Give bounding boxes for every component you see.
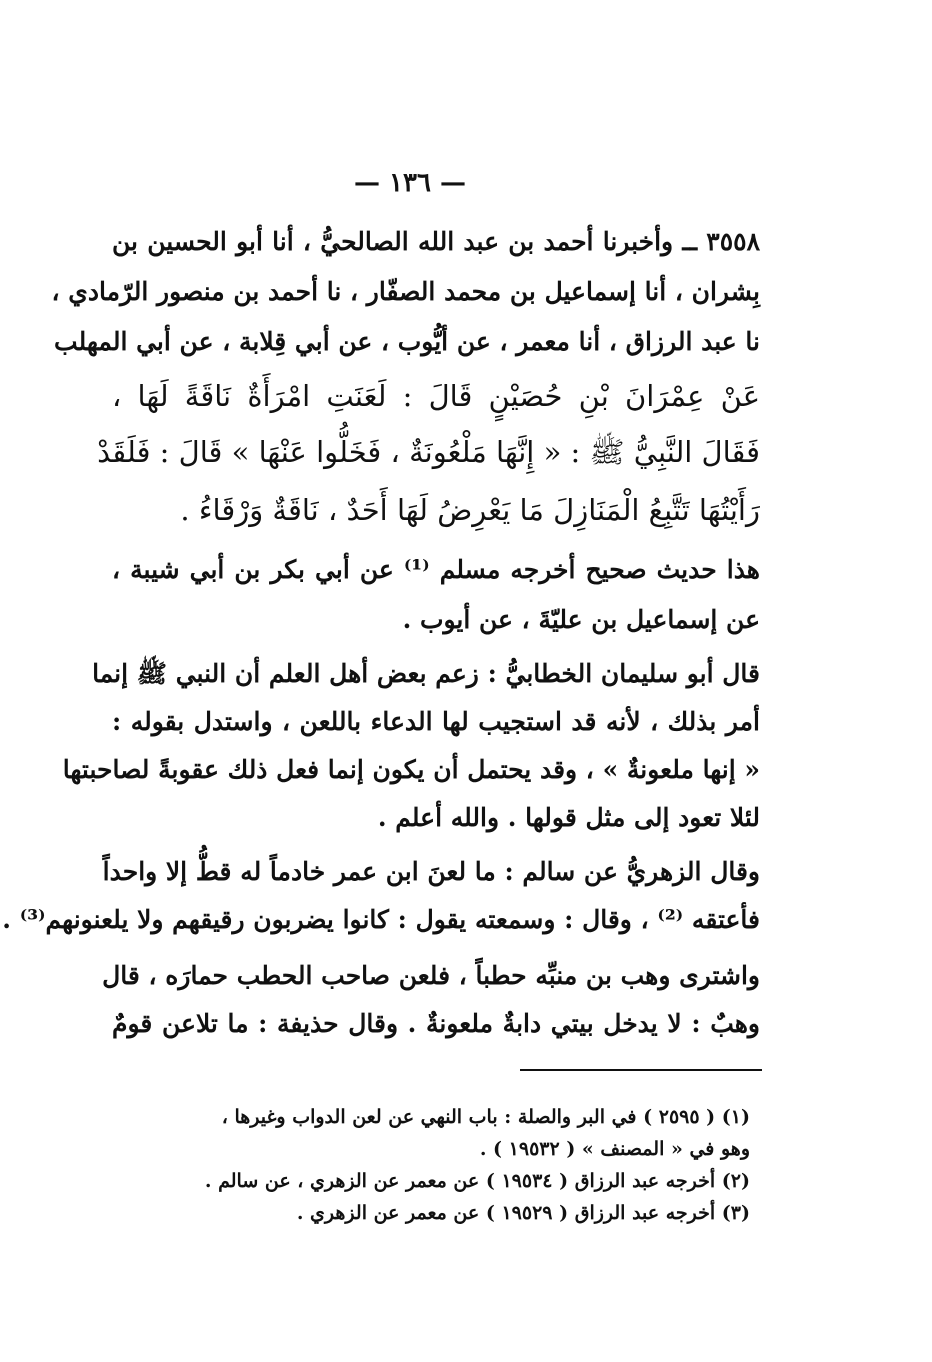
- page-number: — ١٣٦ —: [353, 168, 467, 198]
- isnad-line: بِشران ، أنا إسماعيل بن محمد الصفّار ، نا أحمد بن منصور الرّمادي ،: [51, 277, 760, 306]
- hadith-text-line: عَنْ عِمْرَانَ بْنِ حُصَيْنٍ قَالَ : لَعَنَتِ امْرَأَةٌ نَاقَةً لَهَا ،: [112, 379, 760, 413]
- takhrij-line: عن إسماعيل بن عليّةَ ، عن أيوب .: [402, 605, 760, 634]
- takhrij-line: هذا حديث صحيح أخرجه مسلم ⁽¹⁾ عن أبي بكر بن أبي شيبة ،: [112, 555, 760, 584]
- isnad-line: نا عبد الرزاق ، أنا معمر ، عن أيُّوب ، عن أبي قِلابة ، عن أبي المهلب: [54, 327, 760, 356]
- isnad-line: ٣٥٥٨ ــ وأخبرنا أحمد بن عبد الله الصالحيُّ ، أنا أبو الحسين بن: [112, 227, 760, 256]
- footnote-line: (٢) أخرجه عبد الرزاق ( ١٩٥٣٤ ) عن معمر عن الزهري ، عن سالم .: [204, 1170, 750, 1192]
- footnote-separator: [520, 1069, 762, 1071]
- khattabi-line: قال أبو سليمان الخطابيُّ : زعم بعض أهل العلم أن النبي ﷺ إنما: [92, 659, 760, 688]
- khattabi-line: لئلا تعود إلى مثل قولها . والله أعلم .: [377, 803, 760, 832]
- wahb-line: وهبٌ : لا يدخل بيتي دابةٌ ملعونةٌ . وقال حذيفة : ما تلاعن قومٌ: [112, 1009, 760, 1038]
- hadith-text-line: رَأَيْتُهَا تَتَّبِعُ الْمَنَازِلَ مَا يَعْرِضُ لَهَا أَحَدٌ ، نَاقَةٌ وَرْقَاءُ .: [180, 493, 760, 527]
- hadith-text-line: فَقَالَ النَّبِيُّ ﷺ : « إِنَّهَا مَلْعُونَةٌ ، فَخَلُّوا عَنْهَا » قَالَ : فَلَقَدْ: [97, 435, 760, 469]
- footnote-line: (١) ( ٢٥٩٥ ) في البر والصلة : باب النهي عن لعن الدواب وغيرها ،: [221, 1106, 750, 1128]
- footnote-line: (٣) أخرجه عبد الرزاق ( ١٩٥٢٩ ) عن معمر عن الزهري .: [296, 1202, 750, 1224]
- khattabi-line: أمر بذلك ، لأنه قد استجيب لها الدعاء باللعن ، واستدل بقوله :: [112, 707, 760, 736]
- zuhri-line: فأعتقه ⁽²⁾ ، وقال : وسمعته يقول : كانوا يضربون رقيقهم ولا يلعنونهم⁽³⁾ .: [2, 905, 760, 934]
- zuhri-line: وقال الزهريُّ عن سالم : ما لعنَ ابن عمر خادماً له قطُّ إلا واحداً: [102, 857, 760, 886]
- khattabi-line: « إنها ملعونةٌ » ، وقد يحتمل أن يكون إنما فعل ذلك عقوبةً لصاحبتها: [62, 755, 760, 784]
- footnote-line: وهو في « المصنف » ( ١٩٥٣٢ ) .: [479, 1138, 750, 1160]
- wahb-line: واشترى وهب بن منبِّه حطباً ، فلعن صاحب الحطب حمارَه ، قال: [102, 961, 760, 990]
